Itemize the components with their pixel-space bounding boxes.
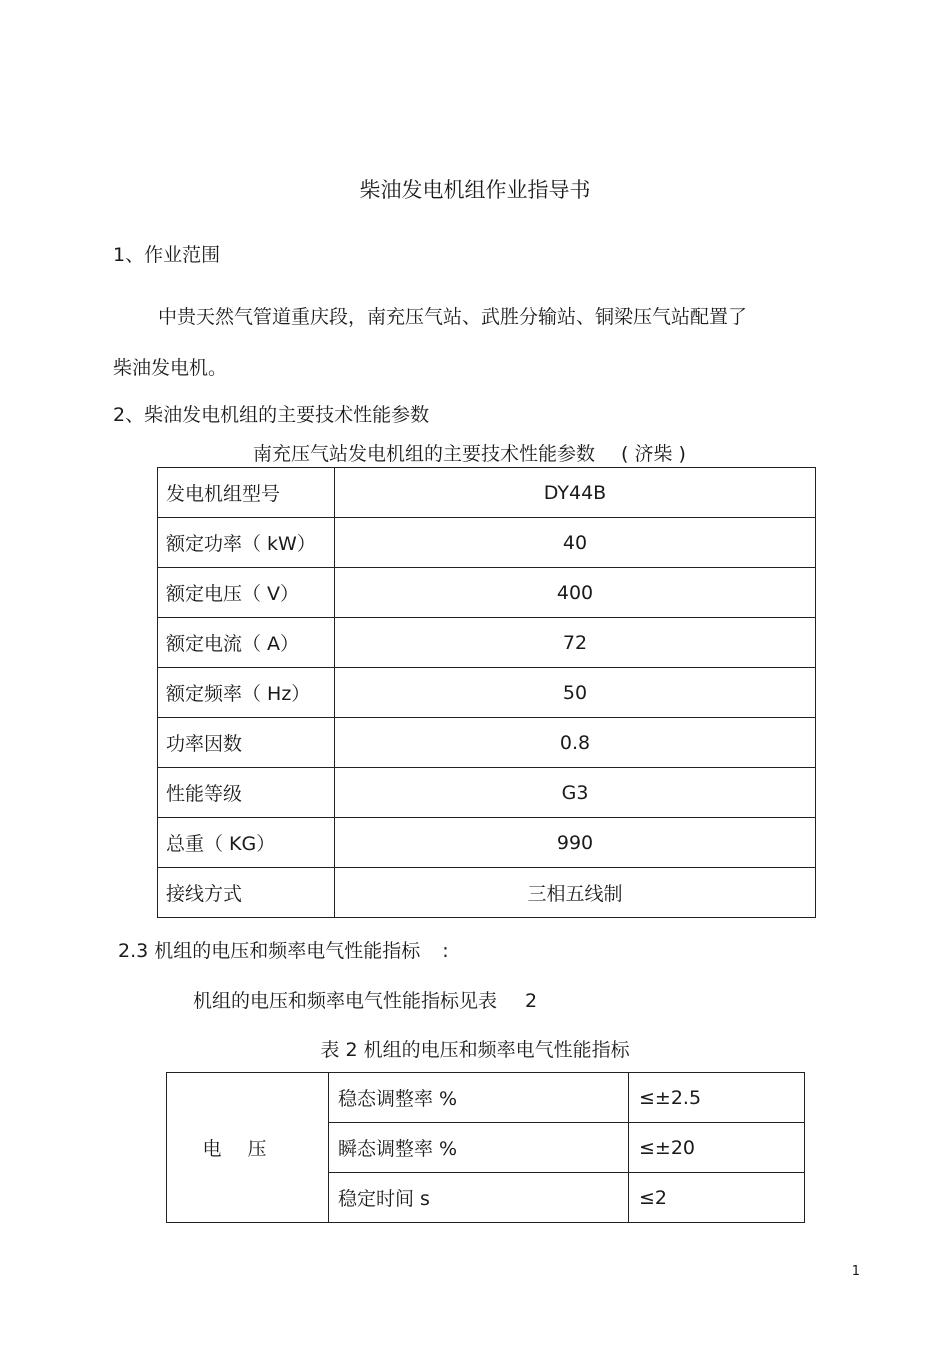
param-value: 40 [335, 518, 816, 568]
section-2-3-heading-text: 2.3 机组的电压和频率电气性能指标 [118, 940, 421, 962]
param-value: G3 [335, 768, 816, 818]
table-row [158, 818, 816, 868]
table-row [158, 668, 816, 718]
indicator-name: 瞬态调整率 % [329, 1123, 629, 1173]
section-2-3-heading [118, 936, 449, 963]
param-label: 额定电压（ V） [158, 568, 335, 618]
indicator-value: ≤±20 [629, 1123, 805, 1173]
spec-table-caption-note: ( 济柴 ) [621, 443, 686, 465]
group-label: 电压 [167, 1073, 329, 1223]
param-label: 接线方式 [158, 868, 335, 918]
indicator-value: ≤2 [629, 1173, 805, 1223]
param-value: 990 [335, 818, 816, 868]
param-value: 50 [335, 668, 816, 718]
indicator-value: ≤±2.5 [629, 1073, 805, 1123]
param-value: 0.8 [335, 718, 816, 768]
param-label: 功率因数 [158, 718, 335, 768]
spec-table-caption-text: 南充压气站发电机组的主要技术性能参数 [253, 443, 596, 465]
paragraph-line-2: 柴油发电机。 [113, 357, 228, 379]
table-row [158, 618, 816, 668]
table-reference-text: 机组的电压和频率电气性能指标见表 [193, 990, 498, 1012]
table-row [158, 768, 816, 818]
perf-table-caption: 表 2 机组的电压和频率电气性能指标 [320, 1039, 630, 1061]
page-number: 1 [851, 1264, 860, 1279]
spec-table [157, 467, 816, 918]
table-row [158, 868, 816, 918]
spec-table-caption [253, 439, 686, 466]
paragraph-line-1: 中贵天然气管道重庆段，南充压气站、武胜分输站、铜梁压气站配置了 [158, 306, 748, 328]
param-value: DY44B [335, 468, 816, 518]
param-value: 400 [335, 568, 816, 618]
table-row [158, 718, 816, 768]
perf-table [166, 1072, 805, 1223]
table-row [167, 1073, 805, 1123]
section-1-heading: 1、作业范围 [113, 244, 221, 266]
indicator-name: 稳态调整率 % [329, 1073, 629, 1123]
param-label: 额定功率（ kW） [158, 518, 335, 568]
param-label: 总重（ KG） [158, 818, 335, 868]
param-label: 性能等级 [158, 768, 335, 818]
param-value: 72 [335, 618, 816, 668]
section-2-heading: 2、柴油发电机组的主要技术性能参数 [113, 404, 430, 426]
param-value: 三相五线制 [335, 868, 816, 918]
section-2-3-colon: : [442, 940, 449, 962]
param-label: 额定电流（ A） [158, 618, 335, 668]
table-row [158, 468, 816, 518]
table-reference-number: 2 [525, 990, 538, 1012]
table-row [158, 518, 816, 568]
table-row [158, 568, 816, 618]
table-reference-line [193, 986, 537, 1013]
param-label: 额定频率（ Hz） [158, 668, 335, 718]
param-label: 发电机组型号 [158, 468, 335, 518]
document-title: 柴油发电机组作业指导书 [359, 178, 591, 202]
indicator-name: 稳定时间 s [329, 1173, 629, 1223]
